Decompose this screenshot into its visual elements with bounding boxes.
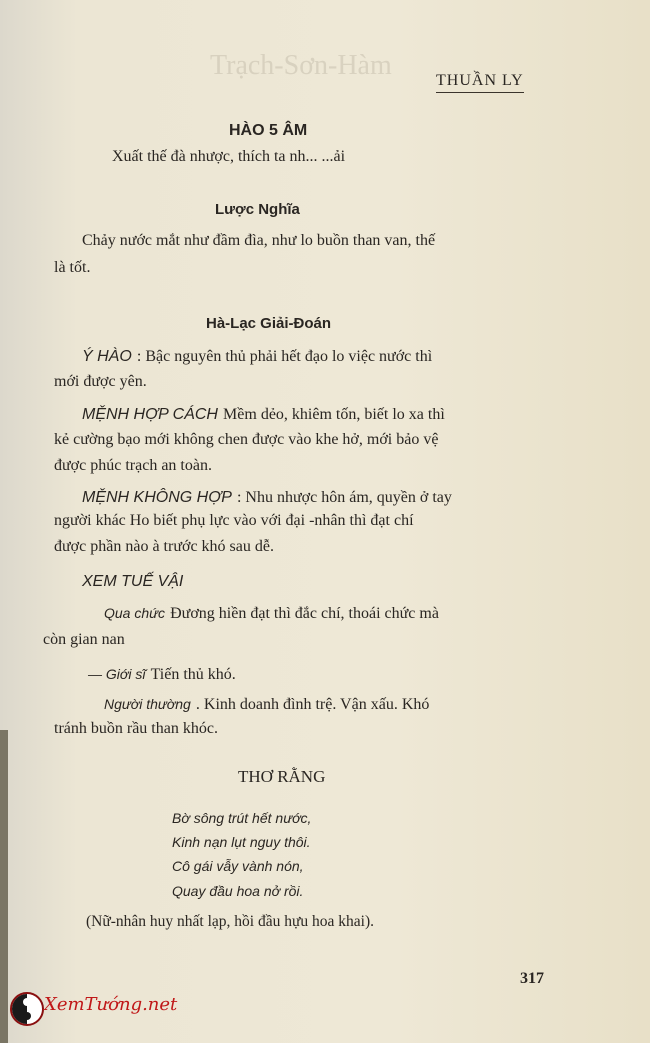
tue-van-title: XEM TUẾ VẬI (82, 573, 184, 590)
menh-khong-label: MỆNH KHÔNG HỢP (82, 489, 232, 506)
menh-khong-line (82, 487, 452, 507)
nguoi-thuong-label: Người thường (104, 696, 191, 712)
y-hao-label: Ý HÀO (82, 348, 132, 365)
ha-lac-title: Hà-Lạc Giải-Đoán (206, 315, 332, 332)
binding-edge (0, 730, 8, 1043)
gioi-si-line (88, 664, 236, 684)
poem-translation: (Nữ-nhân huy nhất lạp, hồi đầu hựu hoa khai). (86, 913, 374, 930)
y-hao-line (82, 346, 432, 366)
quan-chuc-line-2: còn gian nan (43, 631, 125, 648)
running-header: THUẦN LY (436, 72, 524, 93)
menh-hop-line (82, 404, 445, 424)
section-title: HÀO 5 ÂM (229, 122, 308, 139)
quan-chuc-label: Qua chức (104, 605, 166, 621)
poem-line: Cô gái vẫy vành nón, (172, 858, 304, 874)
poem-line: Bờ sông trút hết nước, (172, 810, 312, 826)
luoc-nghia-title: Lược Nghĩa (215, 201, 300, 218)
nguoi-thuong-line-2: tránh buồn rầu than khóc. (54, 720, 218, 737)
epigraph: Xuất thế đà nhược, thích ta nh... ...ải (112, 148, 346, 165)
quan-chuc-line (104, 603, 439, 623)
yin-yang-logo-icon (10, 992, 44, 1026)
menh-hop-line-3: được phúc trạch an toàn. (54, 457, 212, 474)
gioi-si-text: Tiến thủ khó. (150, 666, 236, 683)
menh-hop-text: Mềm dẻo, khiêm tốn, biết lo xa thì (223, 406, 445, 423)
gioi-si-label: — Giới sĩ (88, 666, 146, 682)
poem-line: Quay đầu hoa nở rồi. (172, 883, 304, 899)
watermark-brand: XemTướng.net (44, 994, 178, 1015)
menh-hop-line-2: kẻ cường bạo mới không chen được vào khe hở, mới bảo vệ (54, 431, 439, 448)
page-number: 317 (520, 970, 544, 987)
luoc-nghia-line-2: là tốt. (54, 259, 91, 276)
menh-hop-label: MỆNH HỢP CÁCH (82, 406, 218, 423)
y-hao-text: : Bậc nguyên thủ phải hết đạo lo việc nước thì (136, 348, 433, 365)
nguoi-thuong-line (104, 694, 429, 714)
poem-line: Kinh nạn lụt nguy thôi. (172, 834, 311, 850)
menh-khong-text: : Nhu nhược hôn ám, quyền ở tay (236, 489, 452, 506)
nguoi-thuong-text: . Kinh doanh đình trệ. Vận xấu. Khó (195, 696, 430, 713)
menh-khong-line-3: được phần nào à trước khó sau dễ. (54, 538, 274, 555)
luoc-nghia-line-1: Chảy nước mắt như đầm đìa, như lo buồn than van, thế (82, 232, 436, 249)
bleed-through-text: Trạch-Sơn-Hàm (210, 50, 392, 81)
poem-title: THƠ RẰNG (238, 767, 326, 786)
menh-khong-line-2: người khác Ho biết phụ lực vào với đại -nhân thì đạt chí (54, 512, 414, 529)
quan-chuc-text: Đương hiền đạt thì đắc chí, thoái chức mà (170, 605, 439, 622)
y-hao-line-2: mới được yên. (54, 373, 147, 390)
